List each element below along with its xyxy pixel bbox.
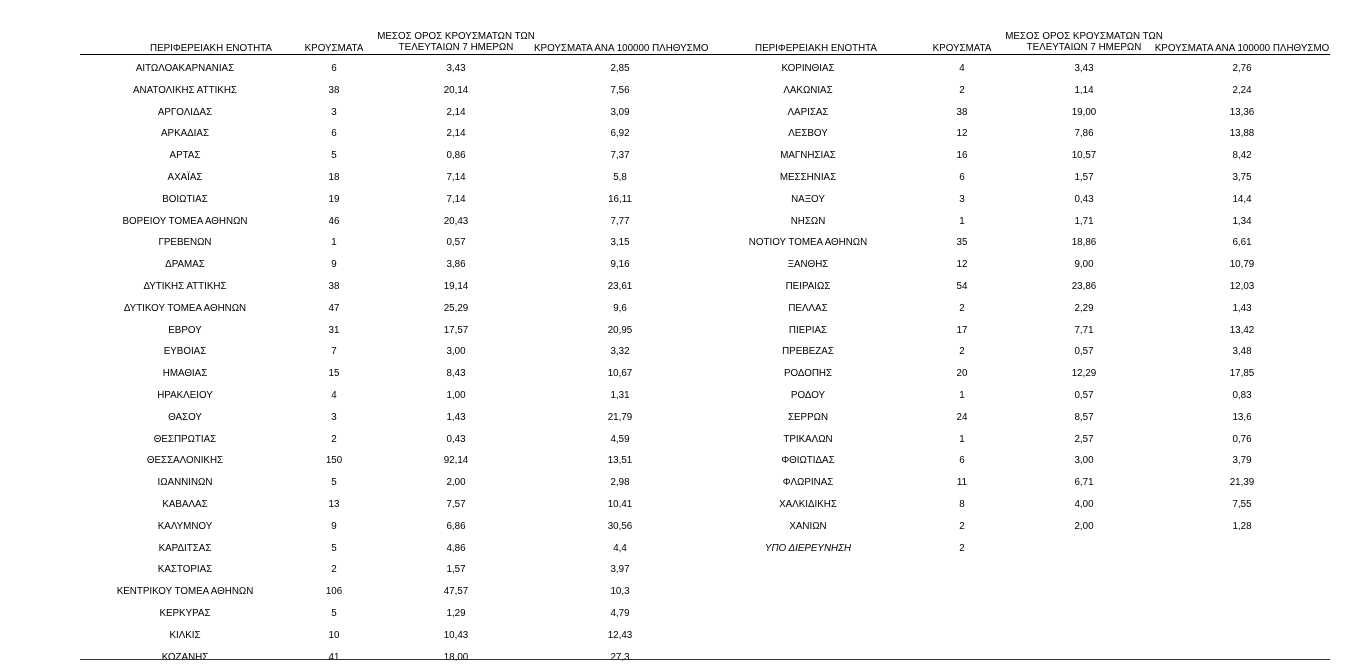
per100k-cell: 21,79 xyxy=(607,411,633,423)
region-cell: ΠΙΕΡΙΑΣ xyxy=(788,324,828,336)
avg7-cell: 2,00 xyxy=(446,477,466,489)
table-row xyxy=(708,491,1330,513)
avg7-cell: 10,43 xyxy=(443,629,469,641)
region-cell: ΕΥΒΟΙΑΣ xyxy=(163,346,207,358)
per100k-cell: 8,42 xyxy=(1232,150,1252,162)
per100k-cell: 5,8 xyxy=(613,171,627,183)
table-row xyxy=(708,469,1330,491)
avg7-cell: 1,57 xyxy=(446,564,466,576)
region-cell: ΚΑΡΔΙΤΣΑΣ xyxy=(158,542,212,554)
region-cell: ΧΑΛΚΙΔΙΚΗΣ xyxy=(779,498,837,510)
avg7-cell: 2,00 xyxy=(1074,520,1094,532)
avg7-cell: 12,29 xyxy=(1071,368,1097,380)
avg7-cell: 4,00 xyxy=(1074,498,1094,510)
cases-cell: 5 xyxy=(331,607,337,619)
cases-cell: 17 xyxy=(956,324,968,336)
cases-cell: 24 xyxy=(956,411,968,423)
avg7-cell: 9,00 xyxy=(1074,259,1094,271)
per100k-cell: 6,92 xyxy=(610,128,630,140)
avg7-cell: 19,00 xyxy=(1071,106,1097,118)
region-cell: ΡΟΔΟΥ xyxy=(790,389,826,401)
cases-cell: 1 xyxy=(959,433,965,445)
per100k-cell: 20,95 xyxy=(607,324,633,336)
table-row xyxy=(708,404,1330,426)
cases-cell: 150 xyxy=(325,455,343,467)
per100k-cell: 12,43 xyxy=(607,629,633,641)
cases-column-header: ΚΡΟΥΣΜΑΤΑ xyxy=(932,43,992,54)
region-cell: ΦΘΙΩΤΙΔΑΣ xyxy=(781,455,835,467)
left-table-body xyxy=(80,55,710,665)
cases-cell: 31 xyxy=(328,324,340,336)
table-row xyxy=(80,578,710,600)
cases-cell: 6 xyxy=(959,455,965,467)
per100k-cell: 2,98 xyxy=(610,477,630,489)
table-row xyxy=(80,338,710,360)
per100k-cell: 10,3 xyxy=(610,586,630,598)
avg7-cell: 7,57 xyxy=(446,498,466,510)
table-row xyxy=(80,622,710,644)
per100k-cell: 1,43 xyxy=(1232,302,1252,314)
region-cell: ΒΟΡΕΙΟΥ ΤΟΜΕΑ ΑΘΗΝΩΝ xyxy=(122,215,248,227)
region-cell: ΞΑΝΘΗΣ xyxy=(787,259,829,271)
table-row xyxy=(708,186,1330,208)
avg7-cell: 2,29 xyxy=(1074,302,1094,314)
per100k-column-header: ΚΡΟΥΣΜΑΤΑ ΑΝΑ 100000 ΠΛΗΘΥΣΜΟ xyxy=(1154,43,1330,54)
right-table-header xyxy=(708,30,1330,55)
table-row xyxy=(708,382,1330,404)
table-row xyxy=(708,208,1330,230)
per100k-cell: 2,24 xyxy=(1232,84,1252,96)
avg7-cell: 47,57 xyxy=(443,586,469,598)
table-row xyxy=(80,600,710,622)
per100k-cell: 27,3 xyxy=(610,651,630,663)
cases-cell: 13 xyxy=(328,498,340,510)
per100k-cell: 4,59 xyxy=(610,433,630,445)
region-cell: ΝΑΞΟΥ xyxy=(791,193,825,205)
region-cell: ΚΕΝΤΡΙΚΟΥ ΤΟΜΕΑ ΑΘΗΝΩΝ xyxy=(116,586,254,598)
per100k-cell: 13,6 xyxy=(1232,411,1252,423)
table-row xyxy=(80,447,710,469)
avg7-cell: 3,43 xyxy=(446,63,466,74)
table-row xyxy=(80,404,710,426)
right-table-body xyxy=(708,55,1330,556)
region-cell: ΘΕΣΠΡΩΤΙΑΣ xyxy=(153,433,217,445)
table-row xyxy=(80,469,710,491)
cases-cell: 8 xyxy=(959,498,965,510)
region-cell: ΘΕΣΣΑΛΟΝΙΚΗΣ xyxy=(146,455,224,467)
region-cell: ΗΡΑΚΛΕΙΟΥ xyxy=(157,389,213,401)
table-row xyxy=(80,142,710,164)
per100k-cell: 13,36 xyxy=(1229,106,1255,118)
avg7-cell: 7,14 xyxy=(446,193,466,205)
per100k-cell: 1,34 xyxy=(1232,215,1252,227)
table-row xyxy=(80,273,710,295)
region-cell: ΗΜΑΘΙΑΣ xyxy=(162,368,208,380)
per100k-cell: 7,77 xyxy=(610,215,630,227)
table-row xyxy=(708,142,1330,164)
avg7-cell: 92,14 xyxy=(443,455,469,467)
region-cell: ΒΟΙΩΤΙΑΣ xyxy=(162,193,208,205)
table-row xyxy=(80,208,710,230)
cases-cell: 3 xyxy=(331,106,337,118)
cases-cell: 9 xyxy=(331,520,337,532)
table-row xyxy=(708,513,1330,535)
region-cell: ΔΡΑΜΑΣ xyxy=(165,259,205,271)
table-row xyxy=(708,164,1330,186)
per100k-cell: 12,03 xyxy=(1229,280,1255,292)
cases-cell: 1 xyxy=(959,389,965,401)
cases-cell: 2 xyxy=(959,346,965,358)
table-row xyxy=(708,229,1330,251)
region-cell: ΣΕΡΡΩΝ xyxy=(787,411,829,423)
cases-cell: 11 xyxy=(956,477,968,489)
per100k-cell: 7,37 xyxy=(610,150,630,162)
table-row xyxy=(708,273,1330,295)
cases-cell: 18 xyxy=(328,171,340,183)
per100k-cell: 13,88 xyxy=(1229,128,1255,140)
region-column-header: ΠΕΡΙΦΕΡΕΙΑΚΗ ΕΝΟΤΗΤΑ xyxy=(150,43,272,54)
cases-cell: 15 xyxy=(328,368,340,380)
table-row xyxy=(80,382,710,404)
region-cell: ΙΩΑΝΝΙΝΩΝ xyxy=(157,477,213,489)
avg7-cell: 0,86 xyxy=(446,150,466,162)
region-cell: ΚΟΡΙΝΘΙΑΣ xyxy=(781,63,835,74)
table-row xyxy=(80,644,710,666)
cases-cell: 9 xyxy=(331,259,337,271)
per100k-column-header: ΚΡΟΥΣΜΑΤΑ ΑΝΑ 100000 ΠΛΗΘΥΣΜΟ xyxy=(534,43,709,54)
per100k-cell: 17,85 xyxy=(1229,368,1255,380)
region-cell: ΛΑΚΩΝΙΑΣ xyxy=(783,84,833,96)
region-cell: ΑΧΑΪΑΣ xyxy=(167,171,203,183)
table-row xyxy=(80,556,710,578)
table-row xyxy=(80,426,710,448)
table-row xyxy=(708,338,1330,360)
per100k-cell: 9,16 xyxy=(610,259,630,271)
table-row xyxy=(80,251,710,273)
region-cell: ΜΕΣΣΗΝΙΑΣ xyxy=(779,171,837,183)
per100k-cell: 10,67 xyxy=(607,368,633,380)
per100k-cell: 7,55 xyxy=(1232,498,1252,510)
cases-cell: 2 xyxy=(331,564,337,576)
table-row xyxy=(80,491,710,513)
per100k-cell: 30,56 xyxy=(607,520,633,532)
avg-column-header xyxy=(998,31,1170,53)
region-cell: ΚΑΛΥΜΝΟΥ xyxy=(157,520,213,532)
avg-header-line1: ΜΕΣΟΣ ΟΡΟΣ ΚΡΟΥΣΜΑΤΩΝ ΤΩΝ xyxy=(1005,31,1163,42)
table-row xyxy=(80,535,710,557)
region-cell: ΠΕΙΡΑΙΩΣ xyxy=(785,280,831,292)
avg7-cell: 19,14 xyxy=(443,280,469,292)
region-cell: ΕΒΡΟΥ xyxy=(168,324,202,336)
region-cell: ΑΡΓΟΛΙΔΑΣ xyxy=(157,106,213,118)
avg7-cell: 3,00 xyxy=(446,346,466,358)
per100k-cell: 3,09 xyxy=(610,106,630,118)
cases-column-header: ΚΡΟΥΣΜΑΤΑ xyxy=(304,43,364,54)
left-table-header xyxy=(80,30,710,55)
avg7-cell: 18,86 xyxy=(1071,237,1097,249)
per100k-cell: 9,6 xyxy=(613,302,627,314)
table-row xyxy=(80,295,710,317)
avg7-cell: 2,14 xyxy=(446,106,466,118)
avg-header-line2: ΤΕΛΕΥΤΑΙΩΝ 7 ΗΜΕΡΩΝ xyxy=(1026,42,1142,53)
cases-cell: 2 xyxy=(959,302,965,314)
region-cell: ΝΟΤΙΟΥ ΤΟΜΕΑ ΑΘΗΝΩΝ xyxy=(748,237,868,249)
region-cell: ΔΥΤΙΚΟΥ ΤΟΜΕΑ ΑΘΗΝΩΝ xyxy=(123,302,247,314)
per100k-cell: 13,51 xyxy=(607,455,633,467)
region-cell: ΚΟΖΑΝΗΣ xyxy=(161,651,209,663)
avg7-cell: 1,29 xyxy=(446,607,466,619)
table-row xyxy=(708,360,1330,382)
per100k-cell: 6,61 xyxy=(1232,237,1252,249)
avg7-cell: 7,71 xyxy=(1074,324,1094,336)
table-row xyxy=(80,55,710,77)
avg7-cell: 3,43 xyxy=(1074,63,1094,74)
per100k-cell: 3,79 xyxy=(1232,455,1252,467)
per100k-cell: 3,75 xyxy=(1232,171,1252,183)
cases-cell: 6 xyxy=(331,128,337,140)
avg7-cell: 1,00 xyxy=(446,389,466,401)
cases-cell: 46 xyxy=(328,215,340,227)
avg7-cell: 8,43 xyxy=(446,368,466,380)
cases-cell: 16 xyxy=(956,150,968,162)
cases-cell: 20 xyxy=(956,368,968,380)
region-cell: ΚΙΛΚΙΣ xyxy=(169,629,201,641)
per100k-cell: 1,31 xyxy=(610,389,630,401)
region-cell: ΔΥΤΙΚΗΣ ΑΤΤΙΚΗΣ xyxy=(143,280,227,292)
region-column-header: ΠΕΡΙΦΕΡΕΙΑΚΗ ΕΝΟΤΗΤΑ xyxy=(755,43,877,54)
avg7-cell: 7,86 xyxy=(1074,128,1094,140)
avg7-cell: 1,57 xyxy=(1074,171,1094,183)
region-cell: ΠΡΕΒΕΖΑΣ xyxy=(782,346,834,358)
avg7-cell: 0,43 xyxy=(446,433,466,445)
region-cell: ΧΑΝΙΩΝ xyxy=(789,520,827,532)
cases-cell: 38 xyxy=(328,280,340,292)
avg7-cell: 7,14 xyxy=(446,171,466,183)
per100k-cell: 4,4 xyxy=(613,542,627,554)
avg7-cell: 0,57 xyxy=(446,237,466,249)
avg7-cell: 4,86 xyxy=(446,542,466,554)
per100k-cell: 2,76 xyxy=(1232,63,1252,74)
per100k-cell: 23,61 xyxy=(607,280,633,292)
table-row xyxy=(80,164,710,186)
cases-cell: 35 xyxy=(956,237,968,249)
avg7-cell: 1,43 xyxy=(446,411,466,423)
cases-cell: 2 xyxy=(959,542,965,554)
table-row xyxy=(80,513,710,535)
cases-cell: 10 xyxy=(328,629,340,641)
table-row xyxy=(708,77,1330,99)
cases-cell: 3 xyxy=(959,193,965,205)
region-cell: ΘΑΣΟΥ xyxy=(168,411,202,423)
table-row xyxy=(708,447,1330,469)
region-cell: ΑΝΑΤΟΛΙΚΗΣ ΑΤΤΙΚΗΣ xyxy=(133,84,237,96)
table-row xyxy=(708,55,1330,77)
avg7-cell: 2,14 xyxy=(446,128,466,140)
cases-cell: 47 xyxy=(328,302,340,314)
table-row xyxy=(80,229,710,251)
cases-cell: 1 xyxy=(331,237,337,249)
table-row xyxy=(80,77,710,99)
cases-cell: 41 xyxy=(328,651,340,663)
cases-cell: 38 xyxy=(328,84,340,96)
cases-cell: 106 xyxy=(325,586,343,598)
avg7-cell: 1,71 xyxy=(1074,215,1094,227)
table-bottom-rule xyxy=(80,659,1330,660)
avg7-cell: 0,57 xyxy=(1074,346,1094,358)
region-cell: ΝΗΣΩΝ xyxy=(790,215,826,227)
region-cell: ΚΕΡΚΥΡΑΣ xyxy=(159,607,211,619)
per100k-cell: 16,11 xyxy=(608,193,632,205)
avg7-cell: 3,00 xyxy=(1074,455,1094,467)
table-row xyxy=(80,120,710,142)
cases-cell: 1 xyxy=(959,215,965,227)
table-row xyxy=(80,186,710,208)
region-cell: ΚΑΣΤΟΡΙΑΣ xyxy=(157,564,213,576)
avg7-cell: 3,86 xyxy=(446,259,466,271)
avg7-cell: 6,71 xyxy=(1074,477,1094,489)
avg7-cell: 18,00 xyxy=(443,651,469,663)
avg7-cell: 23,86 xyxy=(1071,280,1097,292)
region-cell: ΑΙΤΩΛΟΑΚΑΡΝΑΝΙΑΣ xyxy=(135,63,235,74)
region-cell: ΥΠΟ ΔΙΕΡΕΥΝΗΣΗ xyxy=(764,542,852,554)
region-cell: ΛΕΣΒΟΥ xyxy=(788,128,828,140)
table-row xyxy=(708,120,1330,142)
avg-header-line1: ΜΕΣΟΣ ΟΡΟΣ ΚΡΟΥΣΜΑΤΩΝ ΤΩΝ xyxy=(377,31,535,42)
per100k-cell: 3,32 xyxy=(610,346,630,358)
cases-cell: 4 xyxy=(959,63,965,74)
table-row xyxy=(708,251,1330,273)
per100k-cell: 7,56 xyxy=(610,84,630,96)
avg7-cell: 6,86 xyxy=(446,520,466,532)
left-table xyxy=(80,30,710,665)
avg7-cell: 10,57 xyxy=(1071,150,1097,162)
avg7-cell: 8,57 xyxy=(1074,411,1094,423)
region-cell: ΜΑΓΝΗΣΙΑΣ xyxy=(780,150,836,162)
avg7-cell: 20,14 xyxy=(443,84,469,96)
cases-cell: 4 xyxy=(331,389,337,401)
table-row xyxy=(708,317,1330,339)
per100k-cell: 3,97 xyxy=(610,564,630,576)
per100k-cell: 3,15 xyxy=(610,237,630,249)
per100k-cell: 13,42 xyxy=(1229,324,1255,336)
table-row xyxy=(80,317,710,339)
cases-cell: 12 xyxy=(956,128,968,140)
region-cell: ΑΡΚΑΔΙΑΣ xyxy=(161,128,209,140)
avg-header-line2: ΤΕΛΕΥΤΑΙΩΝ 7 ΗΜΕΡΩΝ xyxy=(398,42,514,53)
region-cell: ΓΡΕΒΕΝΩΝ xyxy=(158,237,212,249)
cases-cell: 3 xyxy=(331,411,337,423)
avg7-cell: 2,57 xyxy=(1074,433,1094,445)
cases-cell: 6 xyxy=(331,63,337,74)
per100k-cell: 0,76 xyxy=(1232,433,1252,445)
per100k-cell: 2,85 xyxy=(610,63,630,74)
cases-cell: 54 xyxy=(956,280,968,292)
per100k-cell: 14,4 xyxy=(1232,193,1252,205)
cases-cell: 12 xyxy=(956,259,968,271)
cases-cell: 5 xyxy=(331,542,337,554)
per100k-cell: 1,28 xyxy=(1232,520,1252,532)
table-row xyxy=(708,99,1330,121)
region-cell: ΑΡΤΑΣ xyxy=(169,150,201,162)
avg7-cell: 0,43 xyxy=(1074,193,1094,205)
cases-cell: 5 xyxy=(331,477,337,489)
region-cell: ΚΑΒΑΛΑΣ xyxy=(162,498,208,510)
per100k-cell: 10,79 xyxy=(1229,259,1255,271)
region-cell: ΦΛΩΡΙΝΑΣ xyxy=(782,477,834,489)
per100k-cell: 10,41 xyxy=(607,498,633,510)
per100k-cell: 4,79 xyxy=(610,607,630,619)
table-row xyxy=(708,295,1330,317)
per100k-cell: 0,83 xyxy=(1232,389,1252,401)
cases-cell: 5 xyxy=(331,150,337,162)
table-row xyxy=(80,360,710,382)
region-cell: ΛΑΡΙΣΑΣ xyxy=(787,106,829,118)
avg7-cell: 0,57 xyxy=(1074,389,1094,401)
table-row xyxy=(708,426,1330,448)
table-row xyxy=(708,535,1330,557)
per100k-cell: 21,39 xyxy=(1229,477,1255,489)
cases-cell: 19 xyxy=(328,193,340,205)
cases-cell: 2 xyxy=(331,433,337,445)
cases-cell: 2 xyxy=(959,84,965,96)
region-cell: ΤΡΙΚΑΛΩΝ xyxy=(783,433,833,445)
avg7-cell: 20,43 xyxy=(443,215,469,227)
region-cell: ΠΕΛΛΑΣ xyxy=(788,302,828,314)
cases-cell: 38 xyxy=(956,106,968,118)
avg-column-header xyxy=(370,31,542,53)
table-row xyxy=(80,99,710,121)
avg7-cell: 25,29 xyxy=(443,302,469,314)
avg7-cell: 17,57 xyxy=(443,324,469,336)
cases-cell: 7 xyxy=(331,346,337,358)
right-table xyxy=(708,30,1330,556)
avg7-cell: 1,14 xyxy=(1074,84,1094,96)
cases-cell: 6 xyxy=(959,171,965,183)
per100k-cell: 3,48 xyxy=(1232,346,1252,358)
region-cell: ΡΟΔΟΠΗΣ xyxy=(783,368,833,380)
cases-cell: 2 xyxy=(959,520,965,532)
